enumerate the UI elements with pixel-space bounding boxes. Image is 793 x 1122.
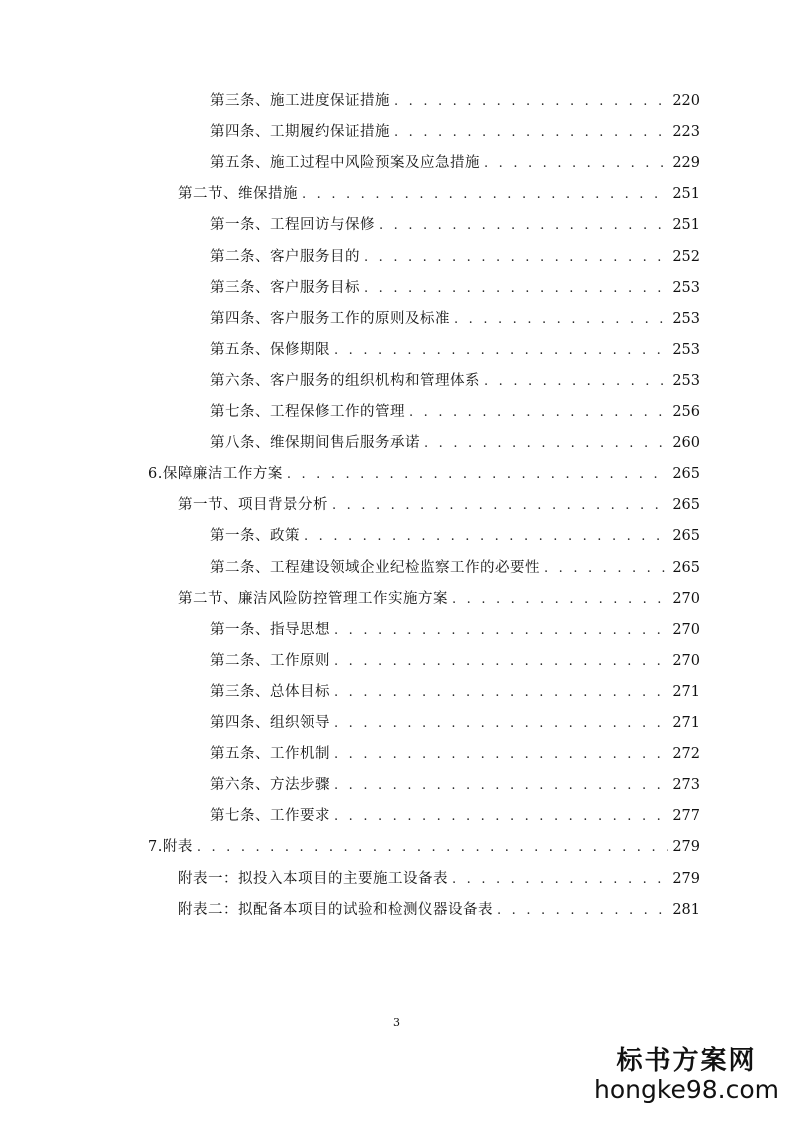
toc-entry[interactable] bbox=[210, 339, 700, 361]
toc-entry-page: 270 bbox=[672, 622, 700, 638]
toc-entry-title: 第七条、工程保修工作的管理 bbox=[210, 404, 405, 420]
toc-entry-page: 265 bbox=[672, 466, 700, 482]
toc-entry-title: 第三条、总体目标 bbox=[210, 684, 330, 700]
toc-entry[interactable] bbox=[210, 712, 700, 734]
toc-leader-dots bbox=[197, 837, 668, 859]
toc-leader-dots bbox=[379, 215, 668, 237]
toc-leader-dots bbox=[334, 620, 668, 642]
watermark-text: 标书方案网 bbox=[616, 1046, 757, 1076]
toc-entry-title: 第五条、施工过程中风险预案及应急措施 bbox=[210, 155, 480, 171]
toc-entry-title: 第一条、指导思想 bbox=[210, 622, 330, 638]
toc-leader-dots bbox=[287, 464, 668, 486]
toc-entry-title: 第四条、工期履约保证措施 bbox=[210, 124, 390, 140]
toc-leader-dots bbox=[334, 682, 668, 704]
toc-leader-dots bbox=[364, 247, 668, 269]
toc-entry-page: 270 bbox=[672, 591, 700, 607]
toc-entry[interactable] bbox=[210, 370, 700, 392]
toc-entry-page: 251 bbox=[672, 217, 700, 233]
toc-entry[interactable] bbox=[210, 557, 700, 579]
toc-entry[interactable] bbox=[210, 805, 700, 827]
toc-entry-title: 第五条、保修期限 bbox=[210, 342, 330, 358]
toc-entry-title: 第五条、工作机制 bbox=[210, 746, 330, 762]
toc-entry-title: 第一条、工程回访与保修 bbox=[210, 217, 375, 233]
toc-leader-dots bbox=[334, 713, 668, 735]
toc-leader-dots bbox=[394, 91, 668, 113]
toc-entry-page: 265 bbox=[672, 497, 700, 513]
toc-leader-dots bbox=[409, 402, 668, 424]
toc-leader-dots bbox=[424, 433, 668, 455]
toc-entry-title: 6.保障廉洁工作方案 bbox=[148, 466, 283, 482]
toc-entry-title: 第六条、方法步骤 bbox=[210, 777, 330, 793]
toc-entry-title: 第四条、客户服务工作的原则及标准 bbox=[210, 311, 450, 327]
toc-entry-page: 220 bbox=[672, 93, 700, 109]
toc-leader-dots bbox=[394, 122, 668, 144]
toc-leader-dots bbox=[452, 589, 668, 611]
toc-entry[interactable] bbox=[178, 899, 700, 921]
toc-entry[interactable] bbox=[210, 90, 700, 112]
toc-entry[interactable] bbox=[178, 494, 700, 516]
toc-leader-dots bbox=[302, 184, 668, 206]
toc-entry-title: 第二条、工程建设领域企业纪检监察工作的必要性 bbox=[210, 560, 540, 576]
watermark-logo bbox=[594, 1046, 779, 1104]
toc-leader-dots bbox=[332, 495, 668, 517]
watermark-url: hongke98.com bbox=[594, 1075, 779, 1104]
toc-entry[interactable] bbox=[210, 308, 700, 330]
toc-entry-page: 265 bbox=[672, 560, 700, 576]
toc-entry-title: 第二节、维保措施 bbox=[178, 186, 298, 202]
toc-entry-page: 272 bbox=[672, 746, 700, 762]
toc-entry-title: 7.附表 bbox=[148, 839, 193, 855]
toc-entry[interactable] bbox=[210, 152, 700, 174]
toc-entry-page: 256 bbox=[672, 404, 700, 420]
toc-entry[interactable] bbox=[210, 619, 700, 641]
toc-entry[interactable] bbox=[178, 588, 700, 610]
toc-entry-page: 271 bbox=[672, 684, 700, 700]
toc-entry-page: 252 bbox=[672, 249, 700, 265]
toc-entry-title: 第七条、工作要求 bbox=[210, 808, 330, 824]
toc-entry-title: 第一条、政策 bbox=[210, 528, 300, 544]
toc-entry-page: 253 bbox=[672, 280, 700, 296]
toc-entry-title: 第四条、组织领导 bbox=[210, 715, 330, 731]
toc-entry-title: 附表二：拟配备本项目的试验和检测仪器设备表 bbox=[178, 902, 493, 918]
toc-entry-page: 279 bbox=[672, 839, 700, 855]
toc-entry[interactable] bbox=[148, 836, 700, 858]
toc-leader-dots bbox=[334, 775, 668, 797]
toc-entry-page: 277 bbox=[672, 808, 700, 824]
toc-leader-dots bbox=[364, 278, 668, 300]
page-number: 3 bbox=[393, 1016, 400, 1029]
toc-entry-page: 229 bbox=[672, 155, 700, 171]
toc-entry-page: 251 bbox=[672, 186, 700, 202]
toc-leader-dots bbox=[484, 371, 668, 393]
toc-entry-page: 253 bbox=[672, 373, 700, 389]
toc-entry[interactable] bbox=[210, 121, 700, 143]
toc-entry[interactable] bbox=[148, 463, 700, 485]
toc-leader-dots bbox=[334, 651, 668, 673]
toc-leader-dots bbox=[452, 869, 668, 891]
toc-entry[interactable] bbox=[178, 183, 700, 205]
toc-entry[interactable] bbox=[210, 432, 700, 454]
toc-entry[interactable] bbox=[210, 650, 700, 672]
toc-leader-dots bbox=[304, 526, 668, 548]
toc-entry[interactable] bbox=[210, 246, 700, 268]
toc-entry-title: 第二条、客户服务目的 bbox=[210, 249, 360, 265]
toc-entry-page: 271 bbox=[672, 715, 700, 731]
toc-entry-page: 273 bbox=[672, 777, 700, 793]
toc-leader-dots bbox=[334, 340, 668, 362]
toc-entry-title: 第一节、项目背景分析 bbox=[178, 497, 328, 513]
toc-entry[interactable] bbox=[210, 401, 700, 423]
toc-entry-title: 第六条、客户服务的组织机构和管理体系 bbox=[210, 373, 480, 389]
toc-entry[interactable] bbox=[210, 774, 700, 796]
toc-entry[interactable] bbox=[178, 868, 700, 890]
toc-entry-page: 253 bbox=[672, 342, 700, 358]
toc-leader-dots bbox=[484, 153, 668, 175]
toc-entry-title: 第八条、维保期间售后服务承诺 bbox=[210, 435, 420, 451]
toc-entry-page: 279 bbox=[672, 871, 700, 887]
toc-entry[interactable] bbox=[210, 681, 700, 703]
toc-entry-title: 第三条、施工进度保证措施 bbox=[210, 93, 390, 109]
toc-entry-title: 第二节、廉洁风险防控管理工作实施方案 bbox=[178, 591, 448, 607]
toc-entry-page: 270 bbox=[672, 653, 700, 669]
toc-entry[interactable] bbox=[210, 277, 700, 299]
toc-entry[interactable] bbox=[210, 743, 700, 765]
toc-leader-dots bbox=[544, 558, 668, 580]
toc-entry-page: 253 bbox=[672, 311, 700, 327]
toc-leader-dots bbox=[454, 309, 668, 331]
toc-entry-page: 223 bbox=[672, 124, 700, 140]
toc-entry-title: 第三条、客户服务目标 bbox=[210, 280, 360, 296]
toc-entry-page: 281 bbox=[672, 902, 700, 918]
toc-entry[interactable] bbox=[210, 214, 700, 236]
toc-leader-dots bbox=[497, 900, 668, 922]
toc-leader-dots bbox=[334, 744, 668, 766]
toc-entry-page: 265 bbox=[672, 528, 700, 544]
toc-entry-title: 第二条、工作原则 bbox=[210, 653, 330, 669]
toc-entry-title: 附表一：拟投入本项目的主要施工设备表 bbox=[178, 871, 448, 887]
toc-entry-page: 260 bbox=[672, 435, 700, 451]
toc-entry[interactable] bbox=[210, 525, 700, 547]
toc-leader-dots bbox=[334, 806, 668, 828]
